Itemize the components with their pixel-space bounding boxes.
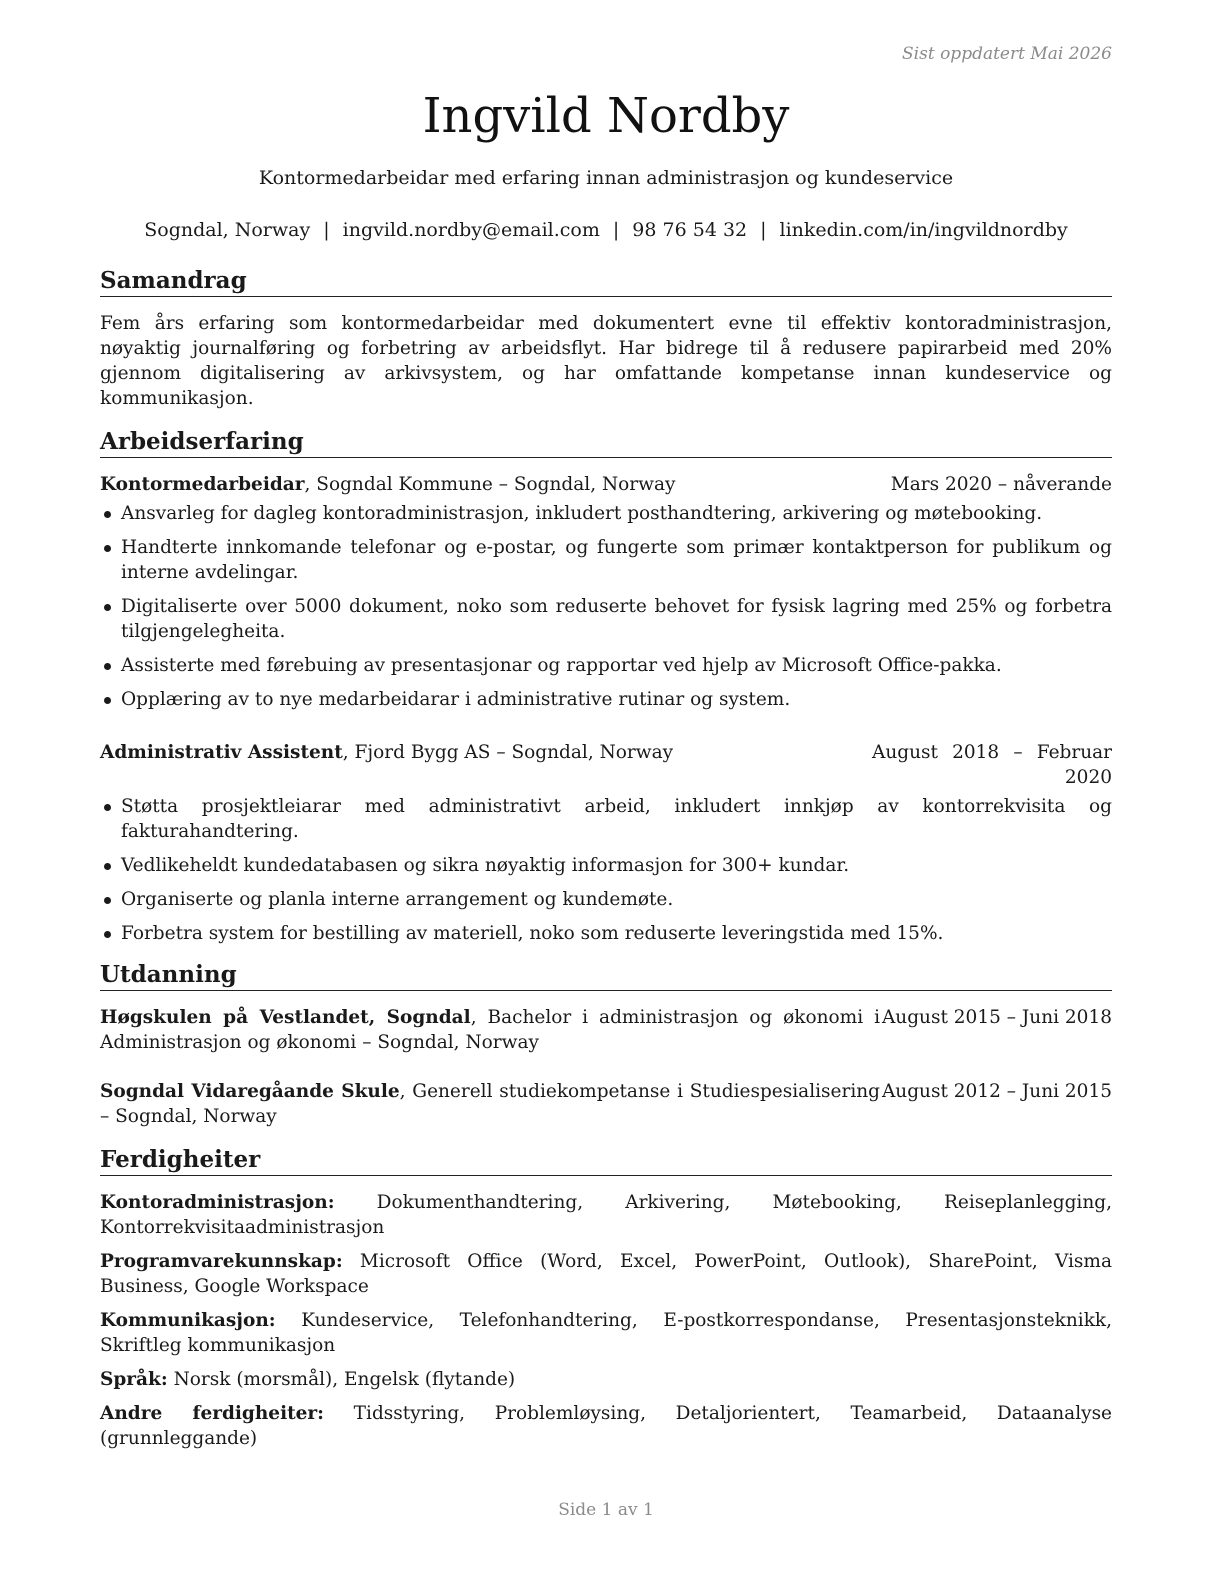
skill-value: Dokumenthandtering, Arkivering, Møtebooking, Reiseplanlegging, Kontorrekvisitaadministrasjon — [100, 1192, 1112, 1238]
skill-label: Programvarekunnskap: — [100, 1251, 343, 1272]
tagline: Kontormedarbeidar med erfaring innan administrasjon og kundeservice — [258, 167, 954, 189]
contact-separator: | — [612, 219, 620, 241]
last-updated: Sist oppdatert Mai 2026 — [902, 44, 1112, 64]
job-entry — [100, 472, 1112, 712]
skills-section — [100, 1145, 1112, 1451]
education-info — [100, 1005, 880, 1055]
education-entry — [100, 1079, 1112, 1129]
job-header — [100, 740, 1112, 790]
section-title-experience: Arbeidserfaring — [100, 427, 1112, 458]
skill-value: Tidsstyring, Problemløysing, Detaljorientert, Teamarbeid, Dataanalyse (grunnleggande) — [100, 1403, 1113, 1449]
job-dates: August 2018 – Februar 2020 — [872, 742, 1112, 788]
job-details: , Sogndal Kommune – Sogndal, Norway — [304, 474, 676, 495]
section-title-education: Utdanning — [100, 960, 1112, 991]
job-title-line — [100, 472, 891, 497]
contact-separator: | — [760, 219, 767, 241]
job-details: , Fjord Bygg AS – Sogndal, Norway — [342, 742, 674, 763]
contact-line — [100, 219, 1112, 241]
skill-label: Andre ferdigheiter: — [100, 1403, 325, 1424]
list-item: Vedlikeheldt kundedatabasen og sikra nøyaktig informasjon for 300+ kundar. — [100, 853, 1112, 878]
list-item: Handterte innkomande telefonar og e-postar, og fungerte som primær kontaktperson for publikum og interne avdelingar. — [100, 535, 1112, 585]
contact-linkedin[interactable]: linkedin.com/in/ingvildnordby — [779, 219, 1068, 241]
job-dates: Mars 2020 – nåverande — [890, 474, 1112, 495]
summary-text: Fem års erfaring som kontormedarbeidar med dokumentert evne til effektiv kontoradministrasjon, nøyaktig journalføring og forbetring av arbeidsflyt. Har bidrege til å redusere papirarbeid med 20% gjennom digitalisering av arkivsystem, og har omfattande kompetanse innan kundeservice og kommunikasjon. — [100, 313, 1112, 409]
resume-page — [100, 0, 1112, 1584]
job-bullets — [100, 794, 1112, 946]
resume-body — [100, 266, 1112, 1451]
education-info — [100, 1079, 880, 1129]
skill-row — [100, 1367, 1112, 1392]
skill-label: Kommunikasjon: — [100, 1310, 276, 1331]
job-role: Kontormedarbeidar — [100, 474, 305, 495]
contact-separator: | — [323, 219, 330, 241]
contact-phone: 98 76 54 32 — [632, 219, 748, 241]
list-item: Organiserte og planla interne arrangement og kundemøte. — [100, 887, 1112, 912]
list-item: Ansvarleg for dagleg kontoradministrasjon, inkludert posthandtering, arkivering og møtebooking. — [100, 501, 1112, 526]
skill-row — [100, 1249, 1112, 1299]
education-dates: August 2012 – Juni 2015 — [881, 1081, 1112, 1102]
job-bullets — [100, 501, 1112, 712]
page-number: Side 1 av 1 — [558, 1500, 654, 1520]
contact-location: Sogndal, Norway — [144, 219, 311, 241]
school-name: Sogndal Vidaregåande Skule — [100, 1081, 400, 1102]
job-header — [100, 472, 1112, 497]
education-details: , Bachelor i administrasjon og økonomi i Administrasjon og økonomi – Sogndal, Norway — [100, 1007, 880, 1053]
list-item: Assisterte med førebuing av presentasjonar og rapportar ved hjelp av Microsoft Office-pakka. — [100, 653, 1112, 678]
list-item: Digitaliserte over 5000 dokument, noko som reduserte behovet for fysisk lagring med 25% og forbetra tilgjengelegheita. — [100, 594, 1112, 644]
education-dates: August 2015 – Juni 2018 — [881, 1007, 1112, 1028]
education-entry — [100, 1005, 1112, 1055]
skill-row — [100, 1401, 1112, 1451]
skill-row — [100, 1308, 1112, 1358]
job-title-line — [100, 740, 872, 790]
list-item: Forbetra system for bestilling av materiell, noko som reduserte leveringstida med 15%. — [100, 921, 1112, 946]
experience-section — [100, 427, 1112, 946]
skill-label: Språk: — [100, 1369, 168, 1390]
summary-section — [100, 266, 1112, 411]
list-item: Opplæring av to nye medarbeidarar i administrative rutinar og system. — [100, 687, 1112, 712]
section-title-skills: Ferdigheiter — [100, 1145, 1112, 1176]
job-role: Administrativ Assistent — [100, 742, 343, 763]
school-name: Høgskulen på Vestlandet, Sogndal — [100, 1007, 471, 1028]
skill-value: Microsoft Office (Word, Excel, PowerPoint, Outlook), SharePoint, Visma Business, Google Workspace — [100, 1251, 1112, 1297]
list-item: Støtta prosjektleiarar med administrativt arbeid, inkludert innkjøp av kontorrekvisita og fakturahandtering. — [100, 794, 1112, 844]
education-details: , Generell studiekompetanse i Studiespesialisering – Sogndal, Norway — [100, 1081, 880, 1127]
candidate-name: Ingvild Nordby — [422, 88, 790, 144]
section-title-summary: Samandrag — [100, 266, 1112, 297]
contact-email[interactable]: ingvild.nordby@email.com — [342, 219, 600, 241]
skill-row — [100, 1190, 1112, 1240]
skill-label: Kontoradministrasjon: — [100, 1192, 335, 1213]
job-entry — [100, 740, 1112, 946]
skill-value: Norsk (morsmål), Engelsk (flytande) — [167, 1369, 516, 1390]
education-section — [100, 960, 1112, 1129]
skill-value: Kundeservice, Telefonhandtering, E-postkorrespondanse, Presentasjonsteknikk, Skriftleg kommunikasjon — [100, 1310, 1112, 1356]
